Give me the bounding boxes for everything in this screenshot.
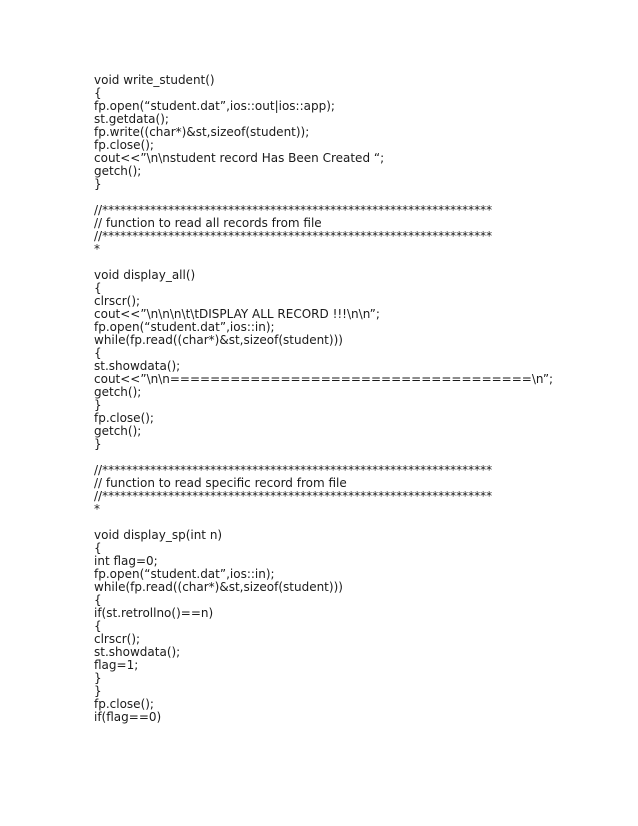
code-line: } (94, 178, 102, 191)
code-line: //***************************************************************** (94, 464, 493, 477)
code-line: //***************************************************************** (94, 230, 493, 243)
code-line: { (94, 87, 102, 100)
code-line: fp.close(); (94, 698, 154, 711)
code-line: void display_sp(int n) (94, 529, 223, 542)
code-line: { (94, 594, 102, 607)
code-line: getch(); (94, 165, 142, 178)
code-line: { (94, 282, 102, 295)
code-line: cout<<”\n\n====================================\n”; (94, 373, 554, 386)
code-line: * (94, 243, 100, 256)
code-line: st.showdata(); (94, 646, 181, 659)
blank-line (94, 191, 554, 204)
code-line: if(st.retrollno()==n) (94, 607, 214, 620)
code-line: flag=1; (94, 659, 139, 672)
code-line: if(flag==0) (94, 711, 162, 724)
code-line: fp.open(“student.dat”,ios::in); (94, 568, 275, 581)
code-line: while(fp.read((char*)&st,sizeof(student))) (94, 581, 343, 594)
code-line: { (94, 347, 102, 360)
code-line: //***************************************************************** (94, 490, 493, 503)
code-line: } (94, 685, 102, 698)
code-line: { (94, 542, 102, 555)
code-line: st.showdata(); (94, 360, 181, 373)
code-line: } (94, 438, 102, 451)
code-line: while(fp.read((char*)&st,sizeof(student))) (94, 334, 343, 347)
code-line: void display_all() (94, 269, 196, 282)
code-line: } (94, 672, 102, 685)
code-line: fp.write((char*)&st,sizeof(student)); (94, 126, 310, 139)
code-line: { (94, 620, 102, 633)
code-line: fp.open(“student.dat”,ios::out|ios::app); (94, 100, 335, 113)
code-listing (94, 74, 554, 724)
code-line: getch(); (94, 425, 142, 438)
code-line: void write_student() (94, 74, 215, 87)
code-line: getch(); (94, 386, 142, 399)
code-line: fp.close(); (94, 139, 154, 152)
code-line: int flag=0; (94, 555, 158, 568)
code-line: clrscr(); (94, 633, 141, 646)
blank-line (94, 516, 554, 529)
code-line: clrscr(); (94, 295, 141, 308)
code-line: cout<<”\n\nstudent record Has Been Created “; (94, 152, 385, 165)
code-line: * (94, 503, 100, 516)
code-line: // function to read specific record from file (94, 477, 347, 490)
code-line: st.getdata(); (94, 113, 169, 126)
code-line: fp.close(); (94, 412, 154, 425)
code-line: fp.open(“student.dat”,ios::in); (94, 321, 275, 334)
code-line: //***************************************************************** (94, 204, 493, 217)
code-line: } (94, 399, 102, 412)
code-line: // function to read all records from file (94, 217, 322, 230)
blank-line (94, 451, 554, 464)
code-line: cout<<”\n\n\n\t\tDISPLAY ALL RECORD !!!\n\n”; (94, 308, 380, 321)
blank-line (94, 256, 554, 269)
